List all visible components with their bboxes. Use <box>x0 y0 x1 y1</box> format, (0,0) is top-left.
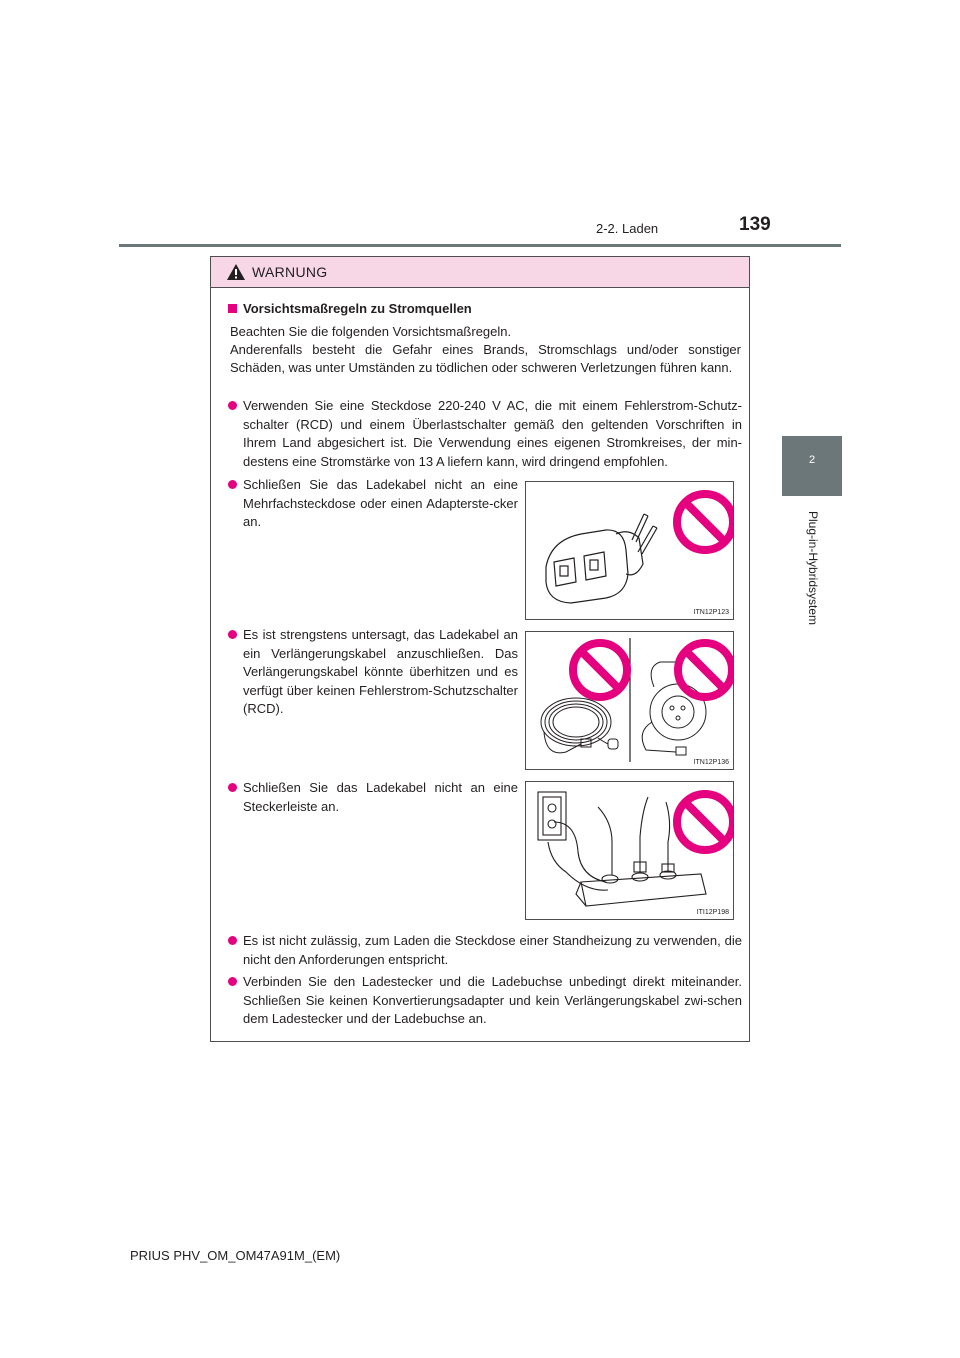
footer-doc-code: PRIUS PHV_OM_OM47A91M_(EM) <box>130 1248 341 1263</box>
intro-line-2: Anderenfalls besteht die Gefahr eines Brands, Stromschlags und/oder sonstiger Schäden, was unter Umständen zu tödlichen oder schweren Verletzungen führen kann. <box>230 342 741 375</box>
prohibition-icon <box>677 494 733 550</box>
chapter-label <box>803 506 823 636</box>
bullet-item <box>243 397 742 471</box>
warning-title: WARNUNG <box>252 264 328 280</box>
figure-adapter <box>525 481 734 620</box>
bullet-dot-icon <box>228 630 237 639</box>
figure-code: ITN12P123 <box>693 609 729 616</box>
extension-cable-illustration <box>526 632 733 769</box>
figure-code: ITI12P198 <box>696 909 729 916</box>
bullet-text: Schließen Sie das Ladekabel nicht an eine Steckerleiste an. <box>243 780 518 814</box>
header-section: 2-2. Laden <box>596 221 659 236</box>
figure-extension-cable <box>525 631 734 770</box>
bullet-dot-icon <box>228 936 237 945</box>
bullet-dot-icon <box>228 977 237 986</box>
prohibition-icon <box>573 643 627 697</box>
bullet-text: Schließen Sie das Ladekabel nicht an eine Mehrfachsteckdose oder einen Adapterste-cker an. <box>243 477 518 529</box>
bullet-item <box>243 779 518 816</box>
warning-box <box>210 256 750 1042</box>
section-square-icon <box>228 304 237 313</box>
bullet-text: Verwenden Sie eine Steckdose 220-240 V AC, die mit einem Fehlerstrom-Schutz-schalter (RCD) und einem Überlastschalter gemäß den geltenden Vorschriften in Ihrem Land abgesichert ist. Die Verwendung eines eigenen Stromkreises, der min-destens eine Stromstärke von 13 A liefern kann, wird dringend empfohlen. <box>243 398 742 469</box>
bullet-dot-icon <box>228 783 237 792</box>
bullet-text: Verbinden Sie den Ladestecker und die Ladebuchse unbedingt direkt miteinander. Schließen Sie keinen Konvertierungsadapter und kein Verlängerungskabel zwi-schen dem Ladestecker und der Ladebuchse an. <box>243 974 742 1026</box>
bullet-dot-icon <box>228 401 237 410</box>
power-strip-illustration <box>526 782 733 919</box>
page-number: 139 <box>739 214 771 235</box>
warning-triangle-icon <box>226 263 246 281</box>
chapter-title: Plug-in-Hybridsystem <box>806 510 820 626</box>
bullet-item <box>243 973 742 1029</box>
bullet-text: Es ist strengstens untersagt, das Ladekabel an ein Verlängerungskabel anzuschließen. Das Verlängerungskabel könnte überhitzen und es verfügt über keinen Fehlerstrom-Schutzschalter (RCD). <box>243 627 518 716</box>
adapter-plug-illustration <box>526 482 733 619</box>
section-title <box>228 301 472 316</box>
chapter-number: 2 <box>808 454 816 466</box>
bullet-dot-icon <box>228 480 237 489</box>
intro-line-1: Beachten Sie die folgenden Vorsichtsmaßregeln. <box>230 324 512 339</box>
chapter-tab <box>782 436 842 496</box>
prohibition-icon <box>677 794 733 850</box>
figure-code: ITN12P136 <box>693 759 729 766</box>
warning-header <box>211 257 749 288</box>
figure-power-strip <box>525 781 734 920</box>
prohibition-icon <box>678 643 732 697</box>
bullet-text: Es ist nicht zulässig, zum Laden die Steckdose einer Standheizung zu verwenden, die nicht den Anforderungen entspricht. <box>243 933 742 967</box>
header-rule <box>119 244 841 247</box>
bullet-item <box>243 932 742 969</box>
bullet-item <box>243 626 518 719</box>
section-title-text: Vorsichtsmaßregeln zu Stromquellen <box>243 301 472 316</box>
bullet-item <box>243 476 518 532</box>
